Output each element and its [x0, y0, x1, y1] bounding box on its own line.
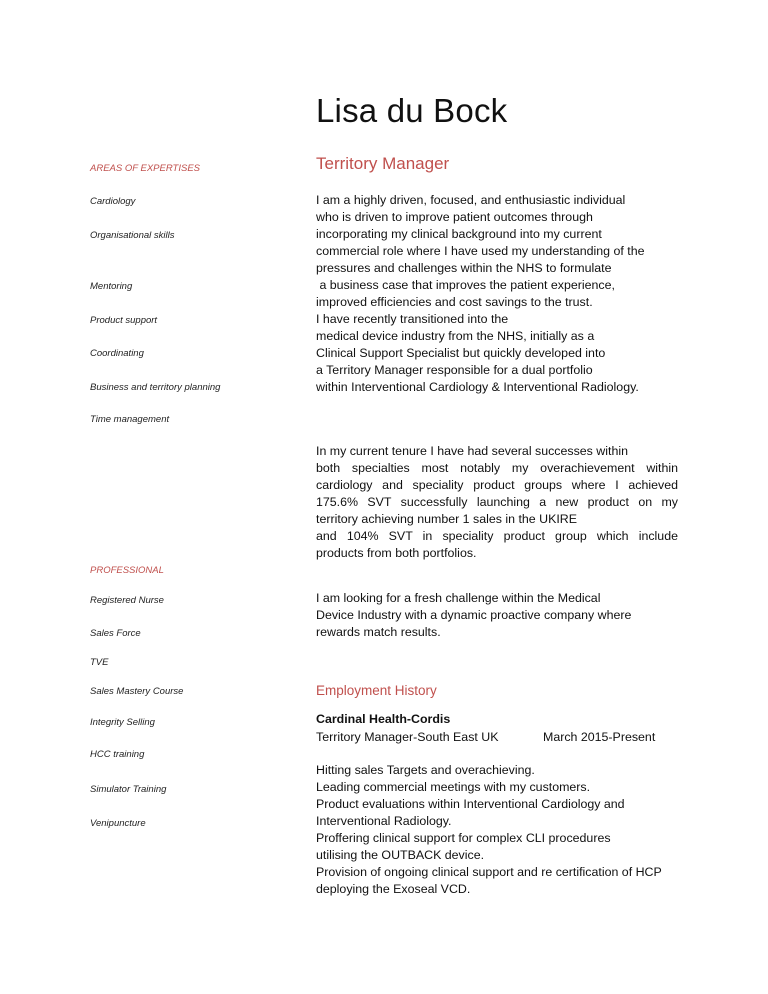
professional-item: TVE — [90, 657, 109, 668]
job-title: Territory Manager-South East UK — [316, 730, 499, 744]
duty-line: Proffering clinical support for complex CLI procedures — [316, 831, 611, 845]
duty-line: Provision of ongoing clinical support and re certification of HCP — [316, 865, 662, 879]
duty-line: Product evaluations within Interventional Cardiology and — [316, 797, 625, 811]
professional-item: Simulator Training — [90, 784, 167, 795]
job-company: Cardinal Health-Cordis — [316, 712, 451, 726]
text-line: a Territory Manager responsible for a dual portfolio — [316, 363, 593, 377]
profile-paragraph-3 — [316, 590, 678, 641]
text-line: cardiology and speciality product groups where I achieved — [316, 478, 678, 492]
employment-history-heading: Employment History — [316, 683, 437, 698]
text-line: products from both portfolios. — [316, 546, 477, 560]
expertise-item: Business and territory planning — [90, 382, 221, 393]
text-line: commercial role where I have used my understanding of the — [316, 244, 645, 258]
duty-line: Leading commercial meetings with my customers. — [316, 780, 591, 794]
text-line: territory achieving number 1 sales in the UKIRE — [316, 512, 578, 526]
profile-paragraph-2 — [316, 443, 678, 562]
expertise-item: Organisational skills — [90, 230, 175, 241]
expertise-item: Coordinating — [90, 348, 144, 359]
professional-item: Integrity Selling — [90, 717, 155, 728]
text-line: medical device industry from the NHS, initially as a — [316, 329, 595, 343]
expertise-item: Mentoring — [90, 281, 133, 292]
professional-item: Venipuncture — [90, 818, 146, 829]
role-title: Territory Manager — [316, 154, 450, 173]
text-line: within Interventional Cardiology & Interventional Radiology. — [316, 380, 639, 394]
text-line: pressures and challenges within the NHS to formulate — [316, 261, 612, 275]
text-line: both specialties most notably my overachievement within — [316, 461, 678, 475]
duty-line: Interventional Radiology. — [316, 814, 452, 828]
job-duties — [316, 762, 678, 898]
professional-item: HCC training — [90, 749, 145, 760]
text-line: who is driven to improve patient outcomes through — [316, 210, 593, 224]
professional-item: Sales Mastery Course — [90, 686, 184, 697]
duty-line: Hitting sales Targets and overachieving. — [316, 763, 535, 777]
text-line: improved efficiencies and cost savings to the trust. — [316, 295, 593, 309]
professional-heading: PROFESSIONAL — [90, 565, 164, 576]
duty-line: deploying the Exoseal VCD. — [316, 882, 471, 896]
duty-line: utilising the OUTBACK device. — [316, 848, 485, 862]
text-line: I am looking for a fresh challenge within the Medical — [316, 591, 601, 605]
professional-item: Registered Nurse — [90, 595, 164, 606]
text-line: In my current tenure I have had several successes within — [316, 444, 628, 458]
profile-paragraph-1 — [316, 192, 678, 396]
text-line: I have recently transitioned into the — [316, 312, 509, 326]
text-line: Clinical Support Specialist but quickly developed into — [316, 346, 606, 360]
text-line: Device Industry with a dynamic proactive company where — [316, 608, 632, 622]
job-dates: March 2015-Present — [543, 730, 656, 744]
text-line: I am a highly driven, focused, and enthusiastic individual — [316, 193, 626, 207]
text-line: incorporating my clinical background into my current — [316, 227, 602, 241]
expertise-item: Product support — [90, 315, 158, 326]
text-line: rewards match results. — [316, 625, 441, 639]
candidate-name: Lisa du Bock — [316, 92, 508, 129]
expertise-item: Cardiology — [90, 196, 136, 207]
professional-item: Sales Force — [90, 628, 141, 639]
text-line: and 104% SVT in speciality product group which include — [316, 529, 678, 543]
expertise-item: Time management — [90, 414, 170, 425]
text-line: a business case that improves the patient experience, — [316, 278, 615, 292]
areas-of-expertise-heading: AREAS OF EXPERTISES — [90, 163, 200, 174]
text-line: 175.6% SVT successfully launching a new product on my — [316, 495, 678, 509]
